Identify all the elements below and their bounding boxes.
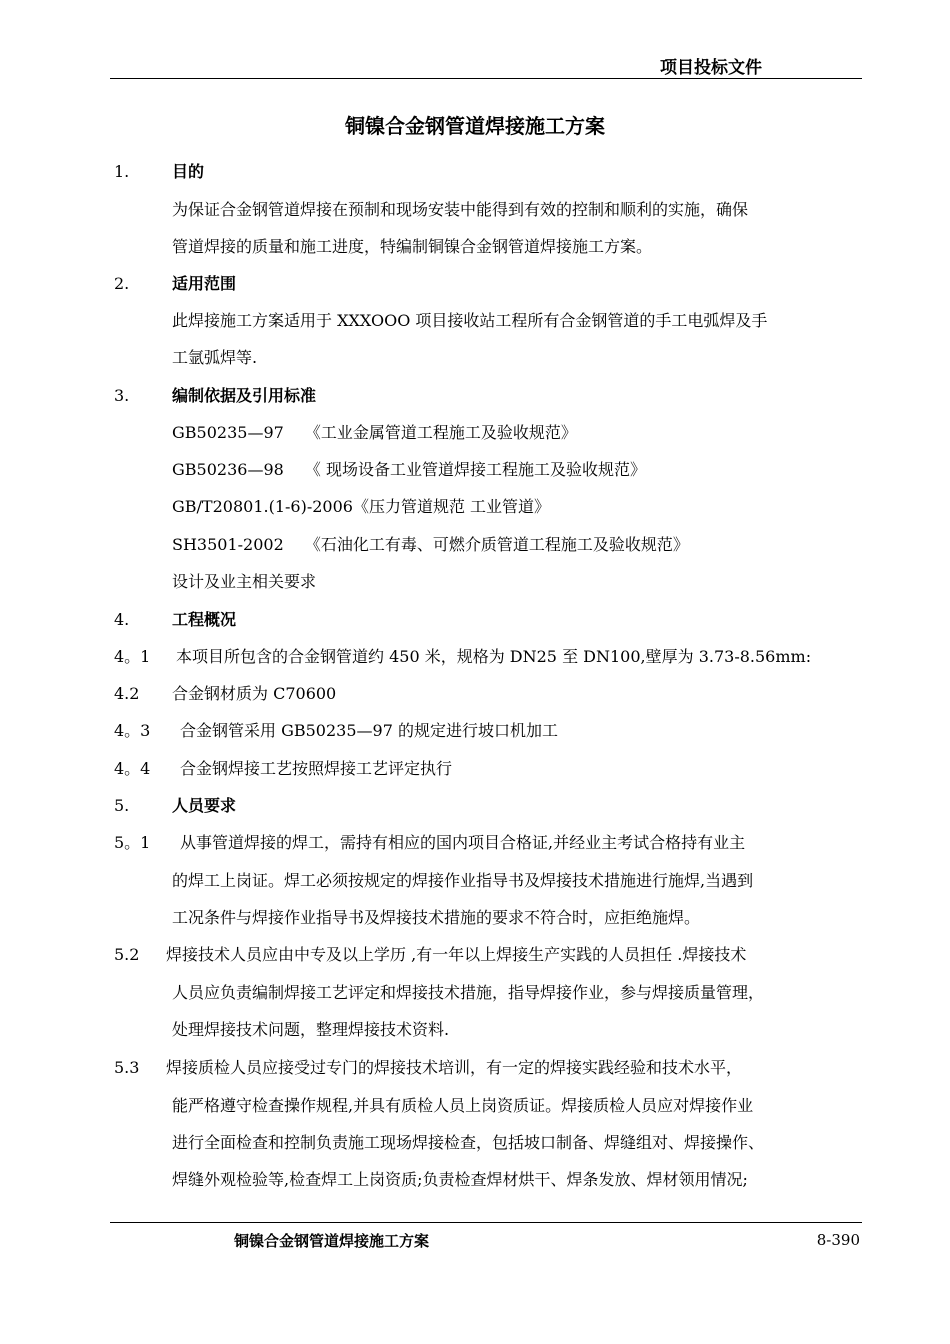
- reference-line: GB50236—98 《 现场设备工业管道焊接工程施工及验收规范》: [172, 460, 646, 479]
- header-title: 项目投标文件: [660, 58, 762, 78]
- section-number: 5.: [114, 796, 130, 815]
- section-number: 2.: [114, 274, 130, 293]
- item-text: 合金钢焊接工艺按照焊接工艺评定执行: [180, 759, 453, 778]
- section-heading: 目的: [172, 162, 205, 181]
- item-number: 5.2: [114, 945, 140, 964]
- item-text: 焊接技术人员应由中专及以上学历 ,有一年以上焊接生产实践的人员担任 .焊接技术: [166, 945, 747, 964]
- paragraph-line: 管道焊接的质量和施工进度，特编制铜镍合金钢管道焊接施工方案。: [172, 237, 653, 256]
- item-text: 进行全面检查和控制负责施工现场焊接检查，包括坡口制备、焊缝组对、焊接操作、: [172, 1133, 765, 1152]
- paragraph-line: 为保证合金钢管道焊接在预制和现场安装中能得到有效的控制和顺利的实施，确保: [172, 200, 749, 219]
- page-number: 8-390: [816, 1231, 860, 1249]
- section-heading: 人员要求: [172, 796, 237, 815]
- item-number: 4。1: [114, 647, 151, 666]
- reference-line: GB50235—97 《工业金属管道工程施工及验收规范》: [172, 423, 577, 442]
- section-heading: 工程概况: [172, 610, 237, 629]
- reference-line: SH3501-2002 《石油化工有毒、可燃介质管道工程施工及验收规范》: [172, 535, 689, 554]
- footer-rule: [110, 1222, 862, 1223]
- section-heading: 编制依据及引用标准: [172, 386, 317, 405]
- paragraph-line: 工氩弧焊等.: [172, 348, 258, 367]
- header-rule: [110, 78, 862, 79]
- item-text: 能严格遵守检查操作规程,并具有质检人员上岗资质证。焊接质检人员应对焊接作业: [172, 1096, 754, 1115]
- item-number: 4。4: [114, 759, 151, 778]
- item-number: 5。1: [114, 833, 151, 852]
- item-text: 处理焊接技术问题，整理焊接技术资料.: [172, 1020, 450, 1039]
- item-text: 焊缝外观检验等,检查焊工上岗资质;负责检查焊材烘干、焊条发放、焊材领用情况;: [172, 1170, 748, 1189]
- item-number: 4.2: [114, 684, 140, 703]
- section-heading: 适用范围: [172, 274, 237, 293]
- item-text: 的焊工上岗证。焊工必须按规定的焊接作业指导书及焊接技术措施进行施焊,当遇到: [172, 871, 754, 890]
- document-title: 铜镍合金钢管道焊接施工方案: [345, 114, 605, 138]
- section-number: 3.: [114, 386, 130, 405]
- section-number: 4.: [114, 610, 130, 629]
- item-text: 本项目所包含的合金钢管道约 450 米，规格为 DN25 至 DN100,壁厚为 3.73-8.56mm:: [176, 647, 812, 666]
- item-text: 合金钢管采用 GB50235—97 的规定进行坡口机加工: [180, 721, 558, 740]
- item-text: 合金钢材质为 C70600: [172, 684, 337, 703]
- item-text: 人员应负责编制焊接工艺评定和焊接技术措施，指导焊接作业，参与焊接质量管理，: [172, 983, 765, 1002]
- reference-line: GB/T20801.(1-6)-2006《压力管道规范 工业管道》: [172, 497, 551, 516]
- footer-title: 铜镍合金钢管道焊接施工方案: [234, 1232, 430, 1250]
- section-number: 1.: [114, 162, 130, 181]
- item-text: 从事管道焊接的焊工，需持有相应的国内项目合格证,并经业主考试合格持有业主: [180, 833, 746, 852]
- reference-line: 设计及业主相关要求: [172, 572, 317, 591]
- item-text: 工况条件与焊接作业指导书及焊接技术措施的要求不符合时，应拒绝施焊。: [172, 908, 701, 927]
- item-text: 焊接质检人员应接受过专门的焊接技术培训，有一定的焊接实践经验和技术水平，: [166, 1058, 743, 1077]
- item-number: 5.3: [114, 1058, 140, 1077]
- item-number: 4。3: [114, 721, 151, 740]
- paragraph-line: 此焊接施工方案适用于 XXXOOO 项目接收站工程所有合金钢管道的手工电弧焊及手: [172, 311, 768, 330]
